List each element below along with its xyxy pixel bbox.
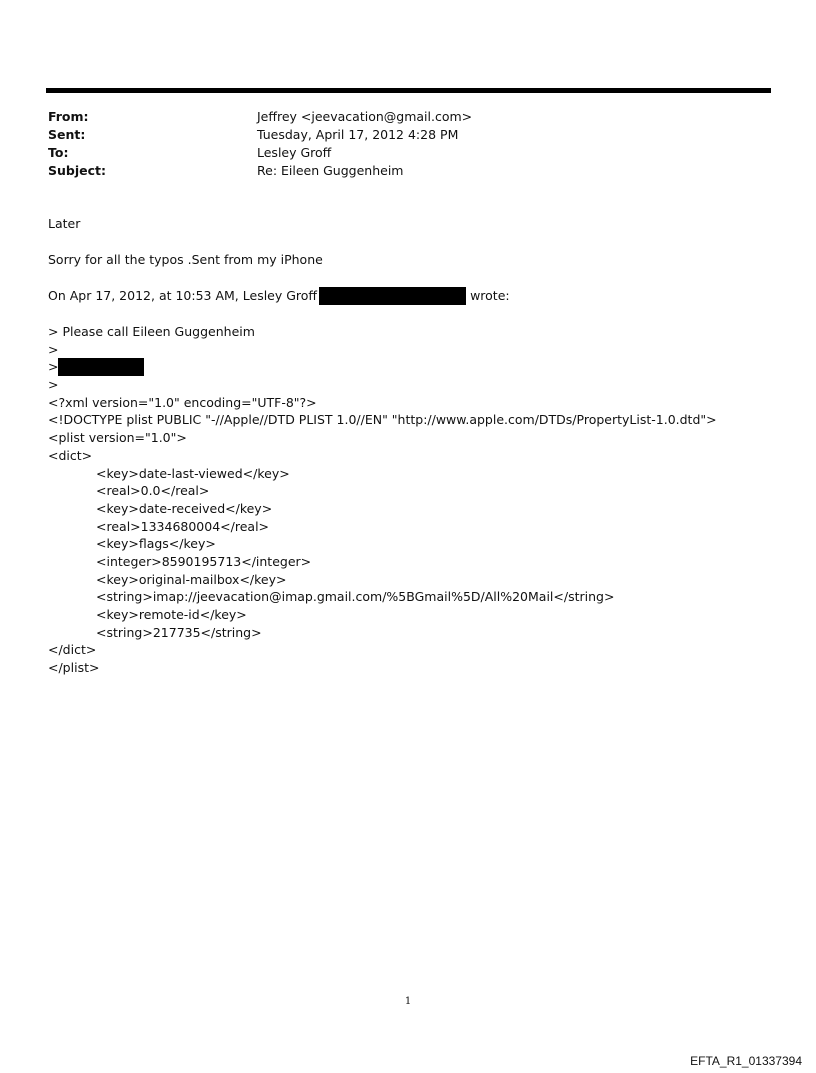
quoted-message: [48, 323, 788, 677]
plist-entry: <real>1334680004</real>: [96, 518, 270, 534]
quoted-line: >: [48, 341, 59, 357]
from-value: Jeffrey <jeevacation@gmail.com>: [257, 109, 473, 124]
plist-open-tag: <plist version="1.0">: [48, 430, 187, 446]
xml-declaration: <?xml version="1.0" encoding="UTF-8"?>: [48, 394, 317, 410]
from-row: [48, 108, 748, 126]
sent-row: [48, 126, 748, 144]
header-divider: [46, 88, 771, 93]
page-number: 1: [404, 996, 412, 1007]
sent-value: Tuesday, April 17, 2012 4:28 PM: [257, 127, 459, 142]
subject-row: [48, 162, 748, 180]
bates-number: EFTA_R1_01337394: [690, 1054, 802, 1068]
plist-entry: <real>0.0</real>: [96, 483, 210, 499]
quoted-line: >: [48, 377, 59, 393]
plist-entry: <key>date-received</key>: [96, 500, 273, 516]
plist-entry: <key>flags</key>: [96, 536, 216, 552]
attribution-line: [48, 287, 788, 305]
to-label: To:: [48, 145, 69, 160]
quote-marker: >: [48, 359, 59, 375]
email-body: [48, 215, 788, 677]
quoted-line: > Please call Eileen Guggenheim: [48, 324, 255, 339]
dict-close-tag: </dict>: [48, 642, 97, 658]
redaction-box: [319, 287, 466, 305]
plist-entry: <integer>8590195713</integer>: [96, 553, 312, 569]
redaction-box: [58, 358, 144, 376]
to-row: [48, 144, 748, 162]
dict-open-tag: <dict>: [48, 447, 93, 463]
plist-entry: <key>date-last-viewed</key>: [96, 465, 290, 481]
body-line-later: Later: [48, 216, 81, 231]
body-line-signature: Sorry for all the typos .Sent from my iPhone: [48, 252, 323, 267]
to-value: Lesley Groff: [257, 145, 332, 160]
email-header: [48, 108, 748, 180]
attribution-prefix: On Apr 17, 2012, at 10:53 AM, Lesley Groff: [48, 288, 318, 303]
plist-close-tag: </plist>: [48, 660, 100, 676]
subject-label: Subject:: [48, 163, 106, 178]
sent-label: Sent:: [48, 127, 86, 142]
plist-entry: <string>imap://jeevacation@imap.gmail.com/%5BGmail%5D/All%20Mail</string>: [96, 589, 615, 605]
plist-entry: <key>remote-id</key>: [96, 607, 247, 622]
from-label: From:: [48, 109, 89, 124]
plist-entry: <key>original-mailbox</key>: [96, 571, 287, 587]
xml-doctype: <!DOCTYPE plist PUBLIC "-//Apple//DTD PLIST 1.0//EN" "http://www.apple.com/DTDs/PropertyList-1.0.dtd">: [48, 412, 717, 428]
attribution-suffix: wrote:: [470, 288, 510, 303]
plist-entry: <string>217735</string>: [96, 624, 262, 640]
subject-value: Re: Eileen Guggenheim: [257, 163, 404, 178]
quoted-line-redacted: [48, 358, 788, 376]
